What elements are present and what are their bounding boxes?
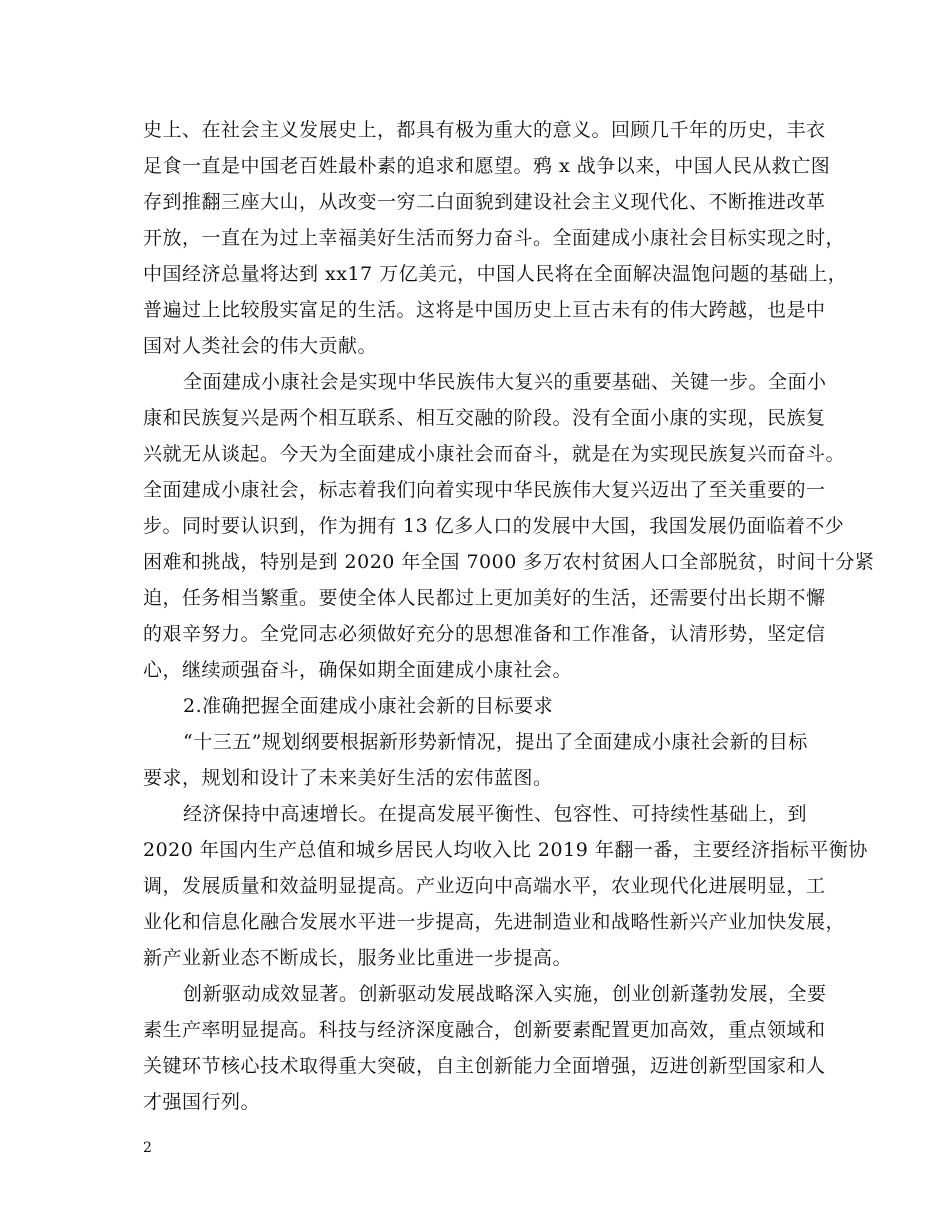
text-line: 心，继续顽强奋斗，确保如期全面建成小康社会。 (143, 659, 573, 681)
text-line: 国对人类社会的伟大贡献。 (143, 335, 378, 357)
text-line: 才强国行列。 (143, 1091, 261, 1113)
text-line: 全面建成小康社会，标志着我们向着实现中华民族伟大复兴迈出了至关重要的一 (143, 479, 826, 501)
text-line: 史上、在社会主义发展史上，都具有极为重大的意义。回顾几千年的历史，丰衣 (143, 119, 826, 141)
text-line: 调，发展质量和效益明显提高。产业迈向中高端水平，农业现代化进展明显，工 (143, 875, 826, 897)
text-line: 要求，规划和设计了未来美好生活的宏伟蓝图。 (143, 767, 553, 789)
text-line: 康和民族复兴是两个相互联系、相互交融的阶段。没有全面小康的实现，民族复 (143, 407, 826, 429)
text-line: 中国经济总量将达到 xx17 万亿美元，中国人民将在全面解决温饱问题的基础上， (143, 263, 848, 285)
text-line: 2020 年国内生产总值和城乡居民人均收入比 2019 年翻一番，主要经济指标平衡协 (143, 839, 868, 861)
text-line: 新产业新业态不断成长，服务业比重进一步提高。 (143, 947, 573, 969)
text-line: 迫，任务相当繁重。要使全体人民都过上更加美好的生活，还需要付出长期不懈 (143, 587, 826, 609)
document-body (143, 112, 875, 1120)
text-line: 步。同时要认识到，作为拥有 13 亿多人口的发展中大国，我国发展仍面临着不少 (143, 515, 845, 537)
text-line: 足食一直是中国老百姓最朴素的追求和愿望。鸦 x 战争以来，中国人民从救亡图 (143, 155, 831, 177)
text-line: 兴就无从谈起。今天为全面建成小康社会而奋斗，就是在为实现民族复兴而奋斗。 (143, 443, 846, 465)
text-line: 全面建成小康社会是实现中华民族伟大复兴的重要基础、关键一步。全面小 (183, 371, 827, 393)
text-line: 的艰辛努力。全党同志必须做好充分的思想准备和工作准备，认清形势，坚定信 (143, 623, 826, 645)
text-line: 关键环节核心技术取得重大突破，自主创新能力全面增强，迈进创新型国家和人 (143, 1055, 826, 1077)
text-line: 业化和信息化融合发展水平进一步提高，先进制造业和战略性新兴产业加快发展， (143, 911, 846, 933)
text-line: 困难和挑战，特别是到 2020 年全国 7000 多万农村贫困人口全部脱贫，时间十分紧 (143, 551, 875, 573)
text-line: 创新驱动成效显著。创新驱动发展战略深入实施，创业创新蓬勃发展，全要 (183, 983, 827, 1005)
section-heading: 2.准确把握全面建成小康社会新的目标要求 (183, 695, 554, 717)
text-line: 存到推翻三座大山，从改变一穷二白面貌到建设社会主义现代化、不断推进改革 (143, 191, 826, 213)
text-line: 普遍过上比较殷实富足的生活。这将是中国历史上亘古未有的伟大跨越，也是中 (143, 299, 826, 321)
text-line: 素生产率明显提高。科技与经济深度融合，创新要素配置更加高效，重点领域和 (143, 1019, 826, 1041)
page-number: 2 (143, 1140, 152, 1156)
text-line: “十三五”规划纲要根据新形势新情况，提出了全面建成小康社会新的目标 (183, 731, 808, 753)
text-line: 开放，一直在为过上幸福美好生活而努力奋斗。全面建成小康社会目标实现之时， (143, 227, 846, 249)
text-line: 经济保持中高速增长。在提高发展平衡性、包容性、可持续性基础上，到 (183, 803, 808, 825)
